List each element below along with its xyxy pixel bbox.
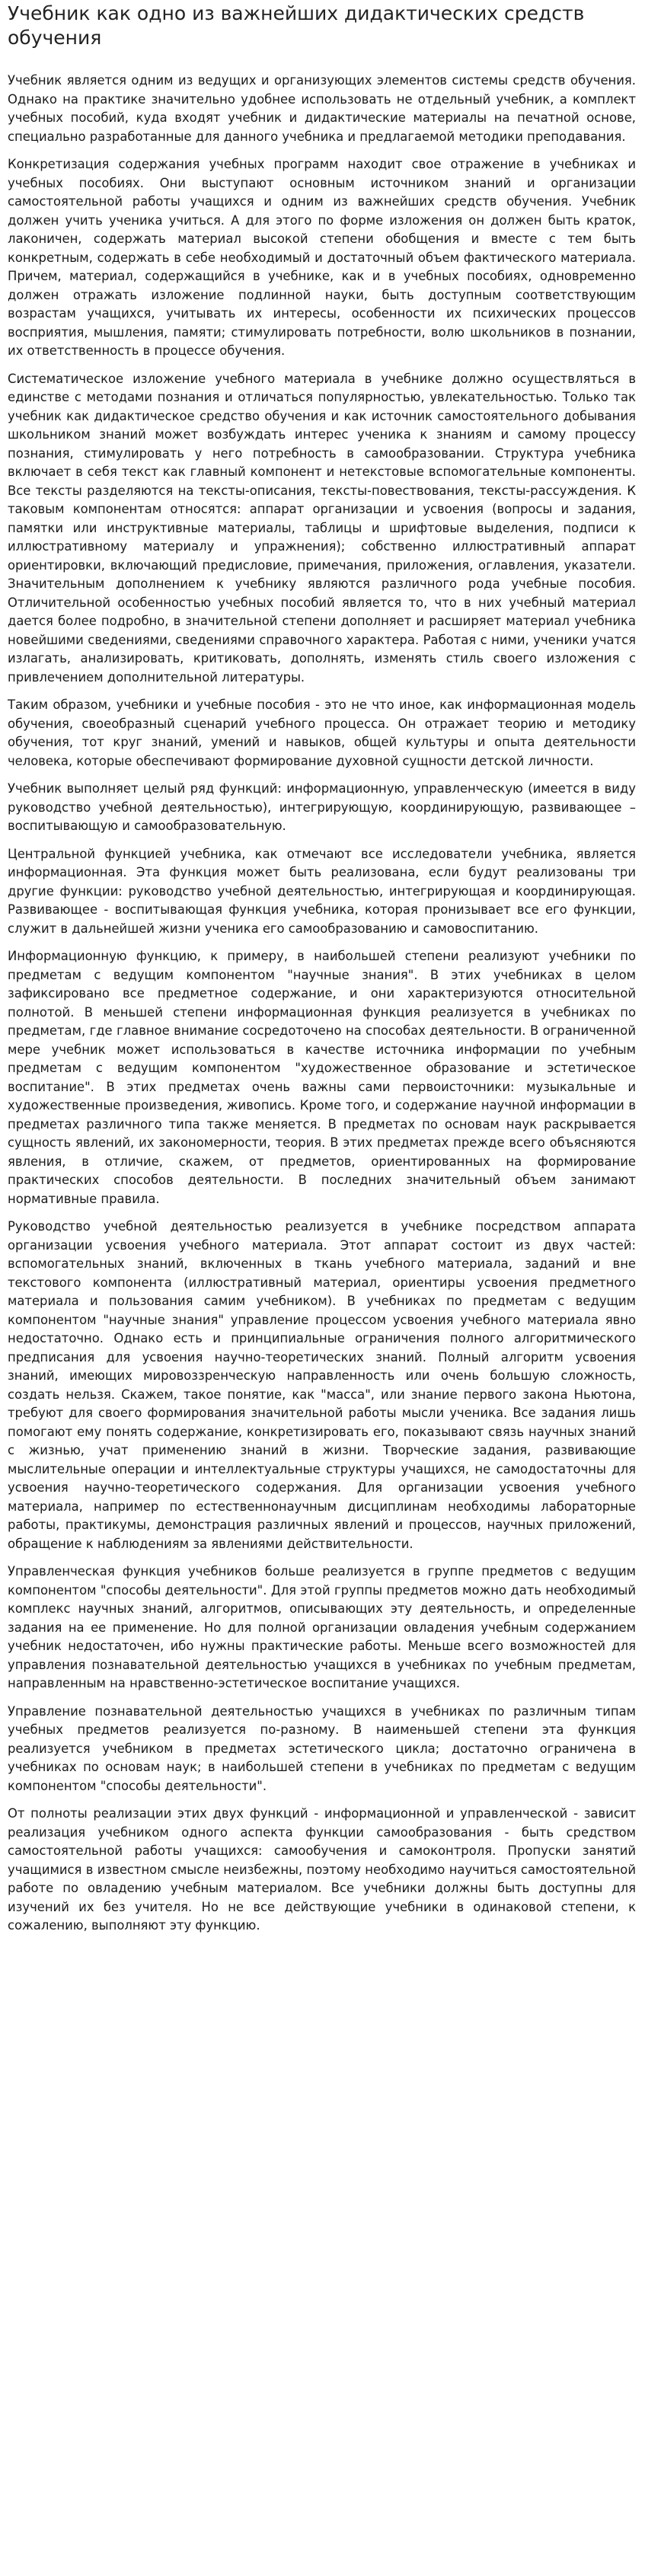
paragraph: От полноты реализации этих двух функций - информационной и управленческой - зависит реализация учебником одного аспекта функции самообразования - быть средством самостоятельной работы учащихся: самообучения и самоконтроля. Пропуски занятий учащимися в известном смысле неизбежны, поэтому необходимо научиться самостоятельной работе по овладению учебным материалом. Все учебники должны быть доступны для изучений их без учителя. Но не все действующие учебники в одинаковой степени, к сожалению, выполняют эту функцию. [8, 1806, 636, 1933]
paragraph: Учебник является одним из ведущих и организующих элементов системы средств обучения. Однако на практике значительно удобнее использовать не отдельный учебник, а комплект учебных пособий, куда входят учебник и дидактические материалы на печатной основе, специально разработанные для данного учебника и предлагаемой методики преподавания. [8, 73, 636, 144]
paragraph: Учебник выполняет целый ряд функций: информационную, управленческую (имеется в виду руководство учебной деятельностью), интегрирующую, координирующую, развивающее – воспитывающую и самообразовательную. [8, 781, 636, 833]
paragraph: Информационную функцию, к примеру, в наибольшей степени реализуют учебники по предметам с ведущим компонентом "научные знания". В этих учебниках в целом зафиксировано все предметное содержание, и они характеризуются относительной полнотой. В меньшей степени информационная функция реализуется в учебниках по предметам, где главное внимание сосредоточено на способах деятельности. В ограниченной мере учебник может использоваться в качестве источника информации по учебным предметам с ведущим компонентом "художественное образование и эстетическое воспитание". В этих предметах очень важны сами первоисточники: музыкальные и художественные произведения, живопись. Кроме того, и содержание научной информации в предметах различного типа также меняется. В предметах по основам наук раскрывается сущность явлений, их закономерности, теория. В этих предметах прежде всего объясняются явления, в отличие, скажем, от предметов, ориентированных на формирование практических способов деятельности. В последних значительный объем занимают нормативные правила. [8, 949, 636, 1206]
paragraph: Центральной функцией учебника, как отмечают все исследователи учебника, является информационная. Эта функция может быть реализована, если будут реализованы три другие функции: руководство учебной деятельностью, интегрирующая и координирующая. Развивающее - воспитывающая функция учебника, которая пронизывает все его функции, служит в дальнейшей жизни ученика его самообразованию и самовоспитанию. [8, 846, 636, 936]
paragraph: Систематическое изложение учебного материала в учебнике должно осуществляться в единстве с методами познания и отличаться популярностью, увлекательностью. Только так учебник как дидактическое средство обучения и как источник самостоятельного добывания школьником знаний может возбуждать интерес ученика к знаниям и самому процессу познания, стимулировать у него потребность в самообразовании. Структура учебника включает в себя текст как главный компонент и нетекстовые вспомогательные компоненты. Все тексты разделяются на тексты-описания, тексты-повествования, тексты-рассуждения. К таковым компонентам относятся: аппарат организации и усвоения (вопросы и задания, памятки или инструктивные материалы, таблицы и шрифтовые выделения, подписи к иллюстративному материалу и упражнения); собственно иллюстративный аппарат ориентировки, включающий предисловие, примечания, приложения, оглавления, указатели. Значительным дополнением к учебнику являются различного рода учебные пособия. Отличительной особенностью учебных пособий является то, что в них учебный материал дается более подробно, в значительной степени дополняет и расширяет материал учебника новейшими сведениями, сведениями справочного характера. Работая с ними, ученики учатся излагать, анализировать, критиковать, дополнять, изменять стиль своего изложения с привлечением дополнительной литературы. [8, 371, 636, 685]
page-title: Учебник как одно из важнейших дидактических средств обучения [8, 2, 585, 49]
paragraph: Руководство учебной деятельностью реализуется в учебнике посредством аппарата организации усвоения учебного материала. Этот аппарат состоит из двух частей: вспомогательных знаний, включенных в ткань учебного материала, заданий и вне текстового компонента (иллюстративный материал, ориентиры усвоения предметного материала и пользования самим учебником). В учебниках по предметам с ведущим компонентом "научные знания" управление процессом усвоения учебного материала явно недостаточно. Однако есть и принципиальные ограничения полного алгоритмического предписания для усвоения научно-теоретических знаний. Полный алгоритм усвоения знаний, имеющих мировоззренческую направленность или очень большую сложность, создать нельзя. Скажем, такое понятие, как "масса", или знание первого закона Ньютона, требуют для своего формирования значительной работы мысли ученика. Все задания лишь помогают ему понять содержание, конкретизировать его, показывают связь научных знаний с жизнью, учат применению знаний в жизни. Творческие задания, развивающие мыслительные операции и интеллектуальные структуры учащихся, не самодостаточны для усвоения научно-теоретического содержания. Для организации усвоения учебного материала, например по естественнонаучным дисциплинам необходимы лабораторные работы, практикумы, демонстрация различных явлений и процессов, научных приложений, обращение к наблюдениям за явлениями действительности. [8, 1219, 636, 1551]
paragraph: Конкретизация содержания учебных программ находит свое отражение в учебниках и учебных пособиях. Они выступают основным источником знаний и организации самостоятельной работы учащихся и одним из важнейших средств обучения. Учебник должен учить ученика учиться. А для этого по форме изложения он должен быть краток, лаконичен, содержать материал высокой степени обобщения и вместе с тем быть конкретным, содержать в себе необходимый и достаточный объем фактического материала. Причем, материал, содержащийся в учебнике, как и в учебных пособиях, одновременно должен отражать изложение подлинной науки, быть доступным соответствующим возрастам учащихся, учитывать их интересы, особенности их психических процессов восприятия, мышления, памяти; стимулировать потребности, волю школьников в познании, их ответственность в процессе обучения. [8, 157, 636, 358]
paragraph: Управленческая функция учебников больше реализуется в группе предметов с ведущим компонентом "способы деятельности". Для этой группы предметов можно дать необходимый комплекс научных знаний, алгоритмов, описывающих эту деятельность, и определенные задания на ее применение. Но для полной организации овладения учебным содержанием учебник недостаточен, ибо нужны практические работы. Меньше всего возможностей для управления познавательной деятельностью учащихся в учебниках по учебным предметам, направленным на нравственно-эстетическое воспитание учащихся. [8, 1564, 636, 1690]
paragraph: Таким образом, учебники и учебные пособия - это не что иное, как информационная модель обучения, своеобразный сценарий учебного процесса. Он отражает теорию и методику обучения, тот круг знаний, умений и навыков, общей культуры и опыта деятельности человека, которые обеспечивают формирование духовной сущности детской личности. [8, 697, 636, 768]
paragraph: Управление познавательной деятельностью учащихся в учебниках по различным типам учебных предметов реализуется по-разному. В наименьшей степени эта функция реализуется учебником в предметах эстетического цикла; достаточно ограничена в учебниках по основам наук; в наибольшей степени в учебниках по предметам с ведущим компонентом "способы деятельности". [8, 1703, 636, 1793]
